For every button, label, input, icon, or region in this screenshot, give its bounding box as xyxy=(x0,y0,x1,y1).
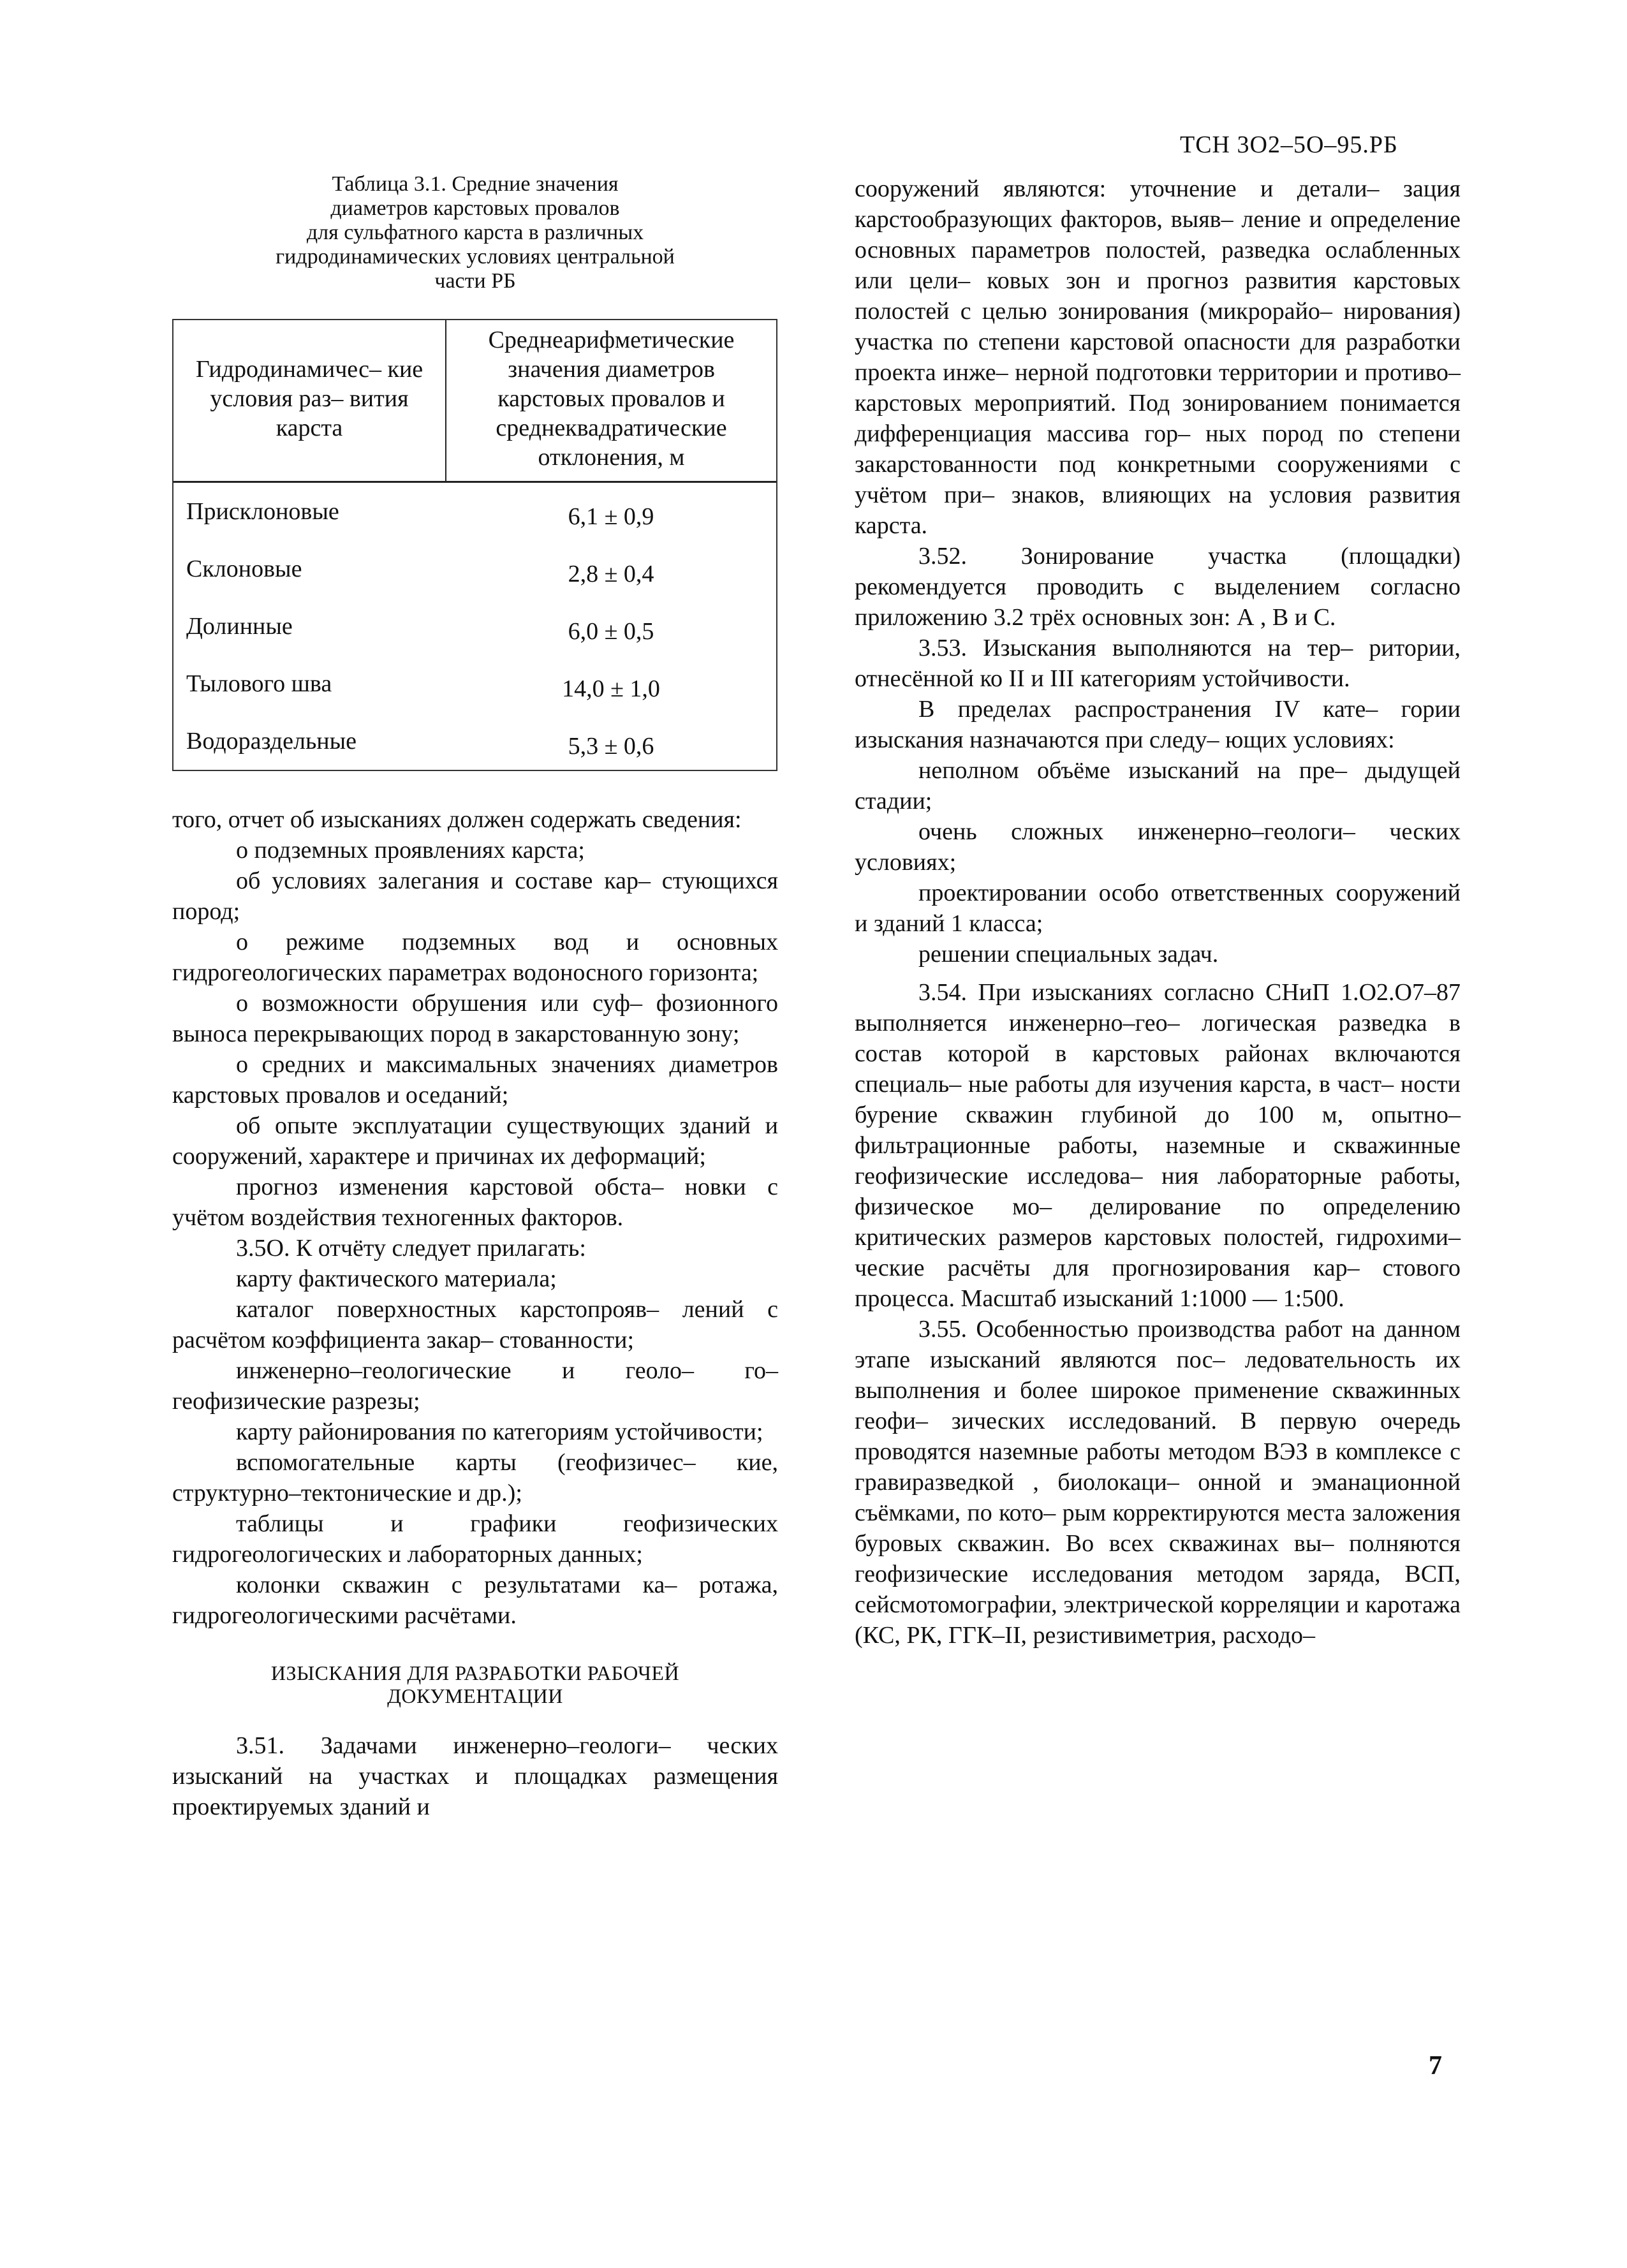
caption-line: диаметров карстовых провалов xyxy=(330,196,620,220)
list-item: решении специальных задач. xyxy=(918,941,1219,968)
row-value: 6,0 ± 0,5 xyxy=(568,618,654,645)
caption-line: части РБ xyxy=(434,269,516,293)
list-item: очень сложных инженерно–геологи– ческих условиях; xyxy=(855,818,1461,876)
row-name: Склоновые xyxy=(186,556,302,582)
paragraph-3-51-continued: сооружений являются: уточнение и детали– зация карстообразующих факторов, выяв– ление и определение основных параметров полостей, разведка ослабленных или цели– ковых зон и прогноз развития карстовых полостей с целью зонирования (микрорайо– нирования) участка по степени карстовой опасности для разработки проекта инже– нерной подготовки территории и противо– карстовых мероприятий. Под зонированием понимается дифференциация массива гор– ных пород по степени закарстованности под конкретными сооружениями с учётом при– знаков, влияющих на условия развития карста. xyxy=(855,175,1461,539)
row-name: Долинные xyxy=(186,613,293,640)
row-name: Водораздельные xyxy=(186,728,357,755)
table-row xyxy=(173,540,776,598)
table-caption xyxy=(172,172,778,293)
row-value: 2,8 ± 0,4 xyxy=(568,561,654,587)
row-value: 14,0 ± 1,0 xyxy=(562,675,660,702)
list-item: прогноз изменения карстовой обста– новки с учётом воздействия техногенных факторов. xyxy=(172,1174,778,1231)
list-item: неполном объёме изысканий на пре– дыдущей стадии; xyxy=(855,757,1461,814)
caption-line: гидродинамических условиях центральной xyxy=(276,245,675,269)
karst-table-frame xyxy=(172,319,777,771)
list-item: инженерно–геологические и геоло– го–геофизические разрезы; xyxy=(172,1357,778,1415)
paragraph-3-51: 3.51. Задачами инженерно–геологи– ческих изысканий на участках и площадках размещения проектируемых зданий и xyxy=(172,1732,778,1820)
list-item: колонки скважин с результатами ка– ротажа, гидрогеологическими расчётами. xyxy=(172,1572,778,1629)
row-value: 6,1 ± 0,9 xyxy=(568,503,654,530)
table-row xyxy=(173,598,776,655)
page-number: 7 xyxy=(1429,2051,1442,2080)
karst-table xyxy=(173,320,776,770)
list-item: карту фактического материала; xyxy=(236,1265,557,1292)
table-row xyxy=(173,712,776,770)
list-item: о режиме подземных вод и основных гидрогеологических параметрах водоносного горизонта; xyxy=(172,929,778,986)
list-item: каталог поверхностных карстопрояв– лений с расчётом коэффициента закар– стованности; xyxy=(172,1296,778,1353)
list-item: о возможности обрушения или суф– фозионного выноса перекрывающих пород в закарстованную зону; xyxy=(172,990,778,1047)
section-heading xyxy=(172,1661,778,1707)
paragraph-report-contents: того, отчет об изысканиях должен содержать сведения: xyxy=(172,806,742,833)
paragraph-3-54: 3.54. При изысканиях согласно СНиП 1.О2.О7–87 выполняется инженерно–гео– логическая разведка в состав которой в карстовых районах включаются специаль– ные работы для изучения карста, в част– ности бурение скважин глубиной до 100 м, опытно–фильтрационные работы, наземные и скважинные геофизические исследова– ния лабораторные работы, физическое мо– делирование по определению критических размеров карстовых полостей, гидрохими– ческие расчёты для прогнозирования кар– стового процесса. Масштаб изысканий 1:1000 — 1:500. xyxy=(855,979,1461,1312)
paragraph-3-50: 3.5О. К отчёту следует прилагать: xyxy=(236,1235,586,1262)
list-item: об опыте эксплуатации существующих зданий и сооружений, характере и причинах их деформаций; xyxy=(172,1112,778,1170)
section-heading-line: ИЗЫСКАНИЯ ДЛЯ РАЗРАБОТКИ РАБОЧЕЙ xyxy=(270,1661,680,1684)
table-header-conditions: Гидродинамичес– кие условия раз– вития карста xyxy=(173,320,446,482)
right-column xyxy=(855,173,1461,1651)
table-row xyxy=(173,482,776,541)
row-name: Тылового шва xyxy=(186,670,332,697)
paragraph-3-52: 3.52. Зонирование участка (площадки) рекомендуется проводить с выделением согласно приложению 3.2 трёх основных зон: А , В и С. xyxy=(855,543,1461,631)
list-item: вспомогательные карты (геофизичес– кие, структурно–тектонические и др.); xyxy=(172,1449,778,1506)
left-column xyxy=(172,172,778,1822)
list-item: о подземных проявлениях карста; xyxy=(236,837,585,864)
list-item: о средних и максимальных значениях диаметров карстовых провалов и оседаний; xyxy=(172,1051,778,1108)
table-header-diameters: Среднеарифметические значения диаметров карстовых провалов и среднеквадратические отклонения, м xyxy=(446,320,776,482)
document-code: ТСН 3О2–5О–95.РБ xyxy=(1180,131,1398,158)
paragraph-3-53: 3.53. Изыскания выполняются на тер– ритории, отнесённой ко II и III категориям устойчивости. xyxy=(855,635,1461,692)
list-item: проектировании особо ответственных сооружений и зданий 1 класса; xyxy=(855,880,1461,937)
caption-line: для сульфатного карста в различных xyxy=(306,221,644,244)
row-name: Присклоновые xyxy=(186,498,339,525)
row-value: 5,3 ± 0,6 xyxy=(568,733,654,760)
list-item: об условиях залегания и составе кар– стующихся пород; xyxy=(172,867,778,925)
table-row xyxy=(173,655,776,712)
section-heading-line: ДОКУМЕНТАЦИИ xyxy=(387,1684,563,1707)
caption-line: Таблица 3.1. Средние значения xyxy=(332,172,619,196)
list-item: карту районирования по категориям устойчивости; xyxy=(236,1418,763,1445)
paragraph-3-53-conditions: В пределах распространения IV кате– гории изыскания назначаются при следу– ющих условиях: xyxy=(855,696,1461,753)
list-item: таблицы и графики геофизических гидрогеологических и лабораторных данных; xyxy=(172,1510,778,1568)
paragraph-3-55: 3.55. Особенностью производства работ на данном этапе изысканий являются пос– ледовательность их выполнения и более широкое применение скважинных геофи– зических исследований. В первую очередь проводятся наземные работы методом ВЭЗ в комплексе с гравиразведкой , биолокаци– онной и эманационной съёмками, по кото– рым корректируются места заложения буровых скважин. Во всех скважинах вы– полняются геофизические исследования методом заряда, ВСП, сейсмотомографии, электрической корреляции и каротажа (КС, РК, ГГК–II, резистивиметрия, расходо– xyxy=(855,1316,1461,1649)
